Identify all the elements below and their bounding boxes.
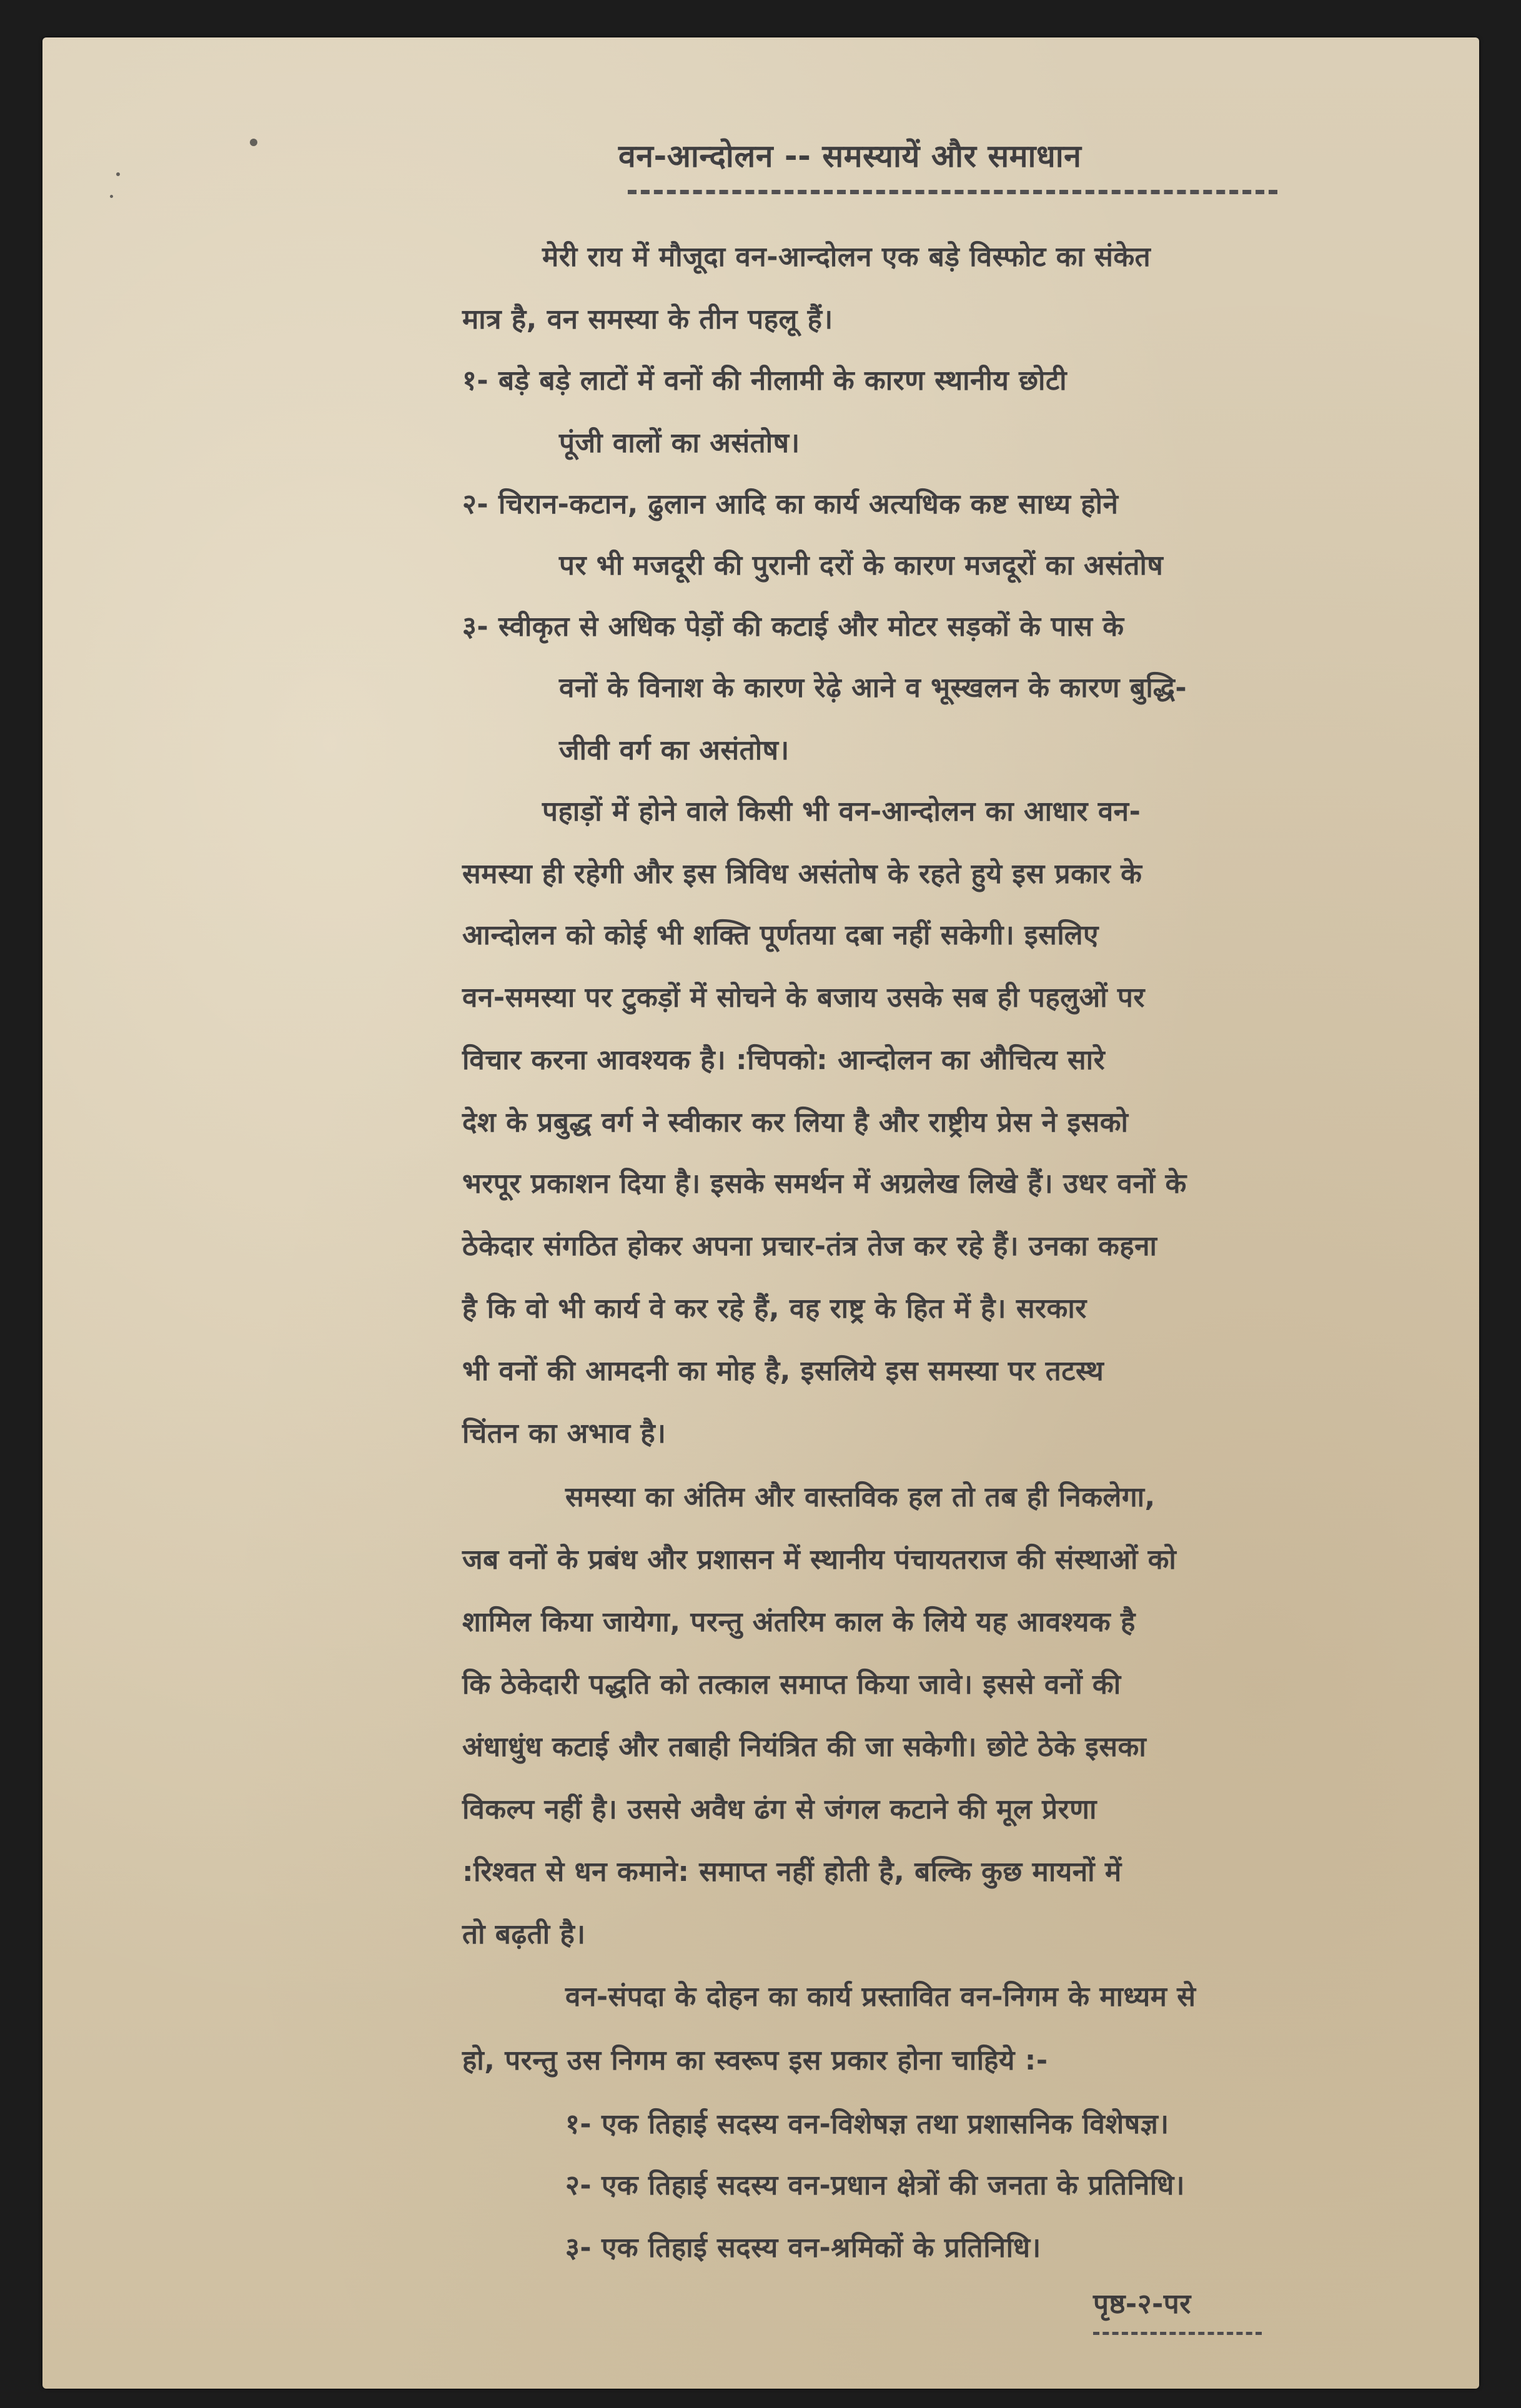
- body-line-10: पहाड़ों में होने वाले किसी भी वन-आन्दोलन का आधार वन-: [542, 796, 1141, 827]
- list-item-1: १- एक तिहाई सदस्य वन-विशेषज्ञ तथा प्रशासनिक विशेषज्ञ।: [565, 2108, 1169, 2140]
- page-continuation-marker: पृष्ठ-२-पर: [1093, 2288, 1191, 2320]
- body-line-4: पूंजी वालों का असंतोष।: [559, 427, 800, 459]
- body-line-20: चिंतन का अभाव है।: [462, 1418, 666, 1449]
- body-line-27: :रिश्वत से धन कमाने: समाप्त नहीं होती है, बल्कि कुछ मायनों में: [462, 1856, 1122, 1888]
- body-line-17: ठेकेदार संगठित होकर अपना प्रचार-तंत्र तेज कर रहे हैं। उनका कहना: [462, 1230, 1157, 1262]
- body-line-24: कि ठेकेदारी पद्धति को तत्काल समाप्त किया जावे। इससे वनों की: [462, 1669, 1121, 1700]
- document-title: वन-आन्दोलन -- समस्यायें और समाधान: [618, 138, 1082, 174]
- body-line-23: शामिल किया जायेगा, परन्तु अंतरिम काल के लिये यह आवश्यक है: [462, 1606, 1136, 1638]
- ink-speck: [110, 195, 113, 198]
- body-line-15: देश के प्रबुद्ध वर्ग ने स्वीकार कर लिया है और राष्ट्रीय प्रेस ने इसको: [462, 1107, 1129, 1138]
- body-line-5: २- चिरान-कटान, ढुलान आदि का कार्य अत्यधिक कष्ट साध्य होने: [462, 488, 1119, 520]
- body-line-16: भरपूर प्रकाशन दिया है। इसके समर्थन में अग्रलेख लिखे हैं। उधर वनों के: [462, 1168, 1187, 1200]
- list-item-2: २- एक तिहाई सदस्य वन-प्रधान क्षेत्रों की जनता के प्रतिनिधि।: [565, 2169, 1185, 2201]
- body-line-21: समस्या का अंतिम और वास्तविक हल तो तब ही निकलेगा,: [565, 1481, 1156, 1513]
- body-line-11: समस्या ही रहेगी और इस त्रिविध असंतोष के रहते हुये इस प्रकार के: [462, 858, 1142, 890]
- page-marker-underline: [1093, 2332, 1262, 2335]
- body-line-2: मात्र है, वन समस्या के तीन पहलू हैं।: [462, 303, 833, 335]
- ink-speck: [116, 172, 120, 176]
- title-underline: [628, 190, 1277, 194]
- body-line-22: जब वनों के प्रबंध और प्रशासन में स्थानीय पंचायतराज की संस्थाओं को: [462, 1544, 1177, 1576]
- body-line-14: विचार करना आवश्यक है। :चिपको: आन्दोलन का औचित्य सारे: [462, 1044, 1106, 1076]
- body-line-30: हो, परन्तु उस निगम का स्वरूप इस प्रकार होना चाहिये :-: [462, 2045, 1048, 2076]
- body-line-25: अंधाधुंध कटाई और तबाही नियंत्रित की जा सकेगी। छोटे ठेके इसका: [462, 1731, 1147, 1763]
- ink-speck: [250, 139, 257, 146]
- body-line-3: १- बड़े बड़े लाटों में वनों की नीलामी के कारण स्थानीय छोटी: [462, 365, 1067, 397]
- body-line-13: वन-समस्या पर टुकड़ों में सोचने के बजाय उसके सब ही पहलुओं पर: [462, 982, 1145, 1014]
- body-line-6: पर भी मजदूरी की पुरानी दरों के कारण मजदूरों का असंतोष: [559, 550, 1164, 581]
- body-line-29: वन-संपदा के दोहन का कार्य प्रस्तावित वन-निगम के माध्यम से: [565, 1981, 1196, 2013]
- body-line-1: मेरी राय में मौजूदा वन-आन्दोलन एक बड़े विस्फोट का संकेत: [542, 241, 1151, 273]
- body-line-9: जीवी वर्ग का असंतोष।: [559, 734, 790, 766]
- list-item-3: ३- एक तिहाई सदस्य वन-श्रमिकों के प्रतिनिधि।: [565, 2232, 1041, 2264]
- body-line-12: आन्दोलन को कोई भी शक्ति पूर्णतया दबा नहीं सकेगी। इसलिए: [462, 919, 1099, 951]
- body-line-18: है कि वो भी कार्य वे कर रहे हैं, वह राष्ट्र के हित में है। सरकार: [462, 1293, 1087, 1325]
- body-line-19: भी वनों की आमदनी का मोह है, इसलिये इस समस्या पर तटस्थ: [462, 1355, 1104, 1387]
- body-line-28: तो बढ़ती है।: [462, 1918, 586, 1950]
- body-line-26: विकल्प नहीं है। उससे अवैध ढंग से जंगल कटाने की मूल प्रेरणा: [462, 1794, 1097, 1825]
- body-line-7: ३- स्वीकृत से अधिक पेड़ों की कटाई और मोटर सड़कों के पास के: [462, 611, 1124, 643]
- body-line-8: वनों के विनाश के कारण रेढ़े आने व भूस्खलन के कारण बुद्धि-: [559, 672, 1187, 704]
